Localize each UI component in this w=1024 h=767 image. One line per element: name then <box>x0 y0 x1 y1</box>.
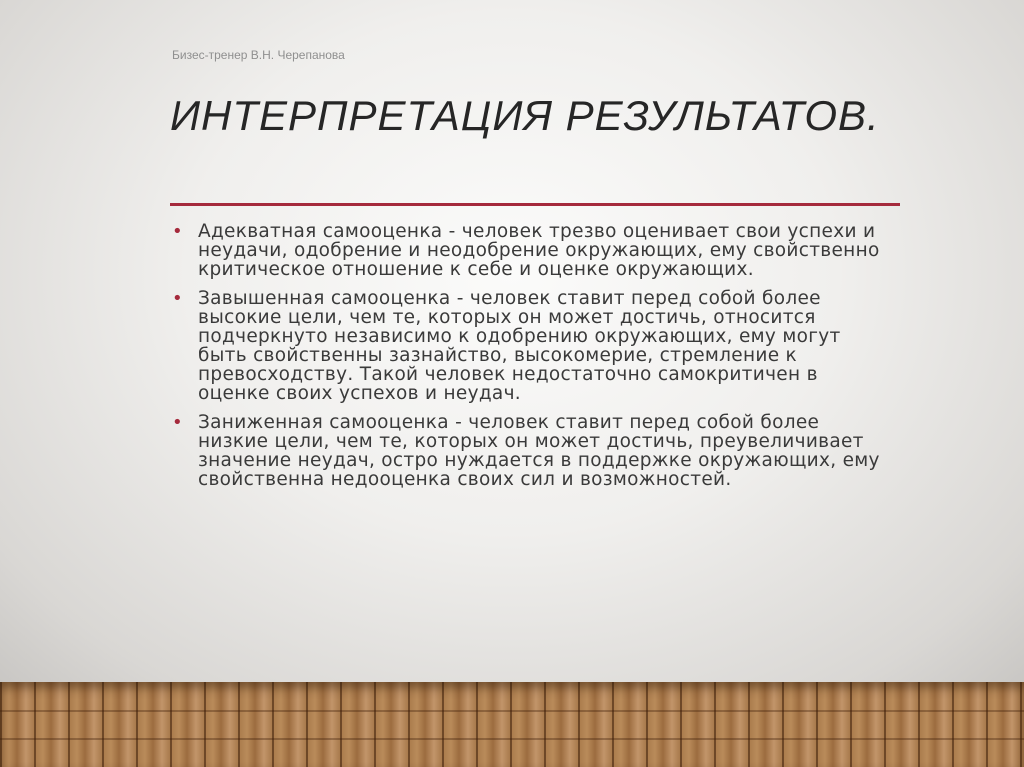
bullet-dot-icon: • <box>172 221 183 242</box>
slide-title: ИНТЕРПРЕТАЦИЯ РЕЗУЛЬТАТОВ. <box>170 92 880 139</box>
bullet-adequate <box>172 222 882 279</box>
bullet-text: Завышенная самооценка - человек ставит перед собой более высокие цели, чем те, которых он может достичь, относится подчеркнуто независимо к одобрению окружающих, ему могут быть свойственны зазнайство, высокомерие, стремление к превосходству. Такой человек недостаточно самокритичен в оценке своих успехов и неудач. <box>198 288 841 404</box>
author-caption: Бизес-тренер В.Н. Черепанова <box>172 48 345 62</box>
bullet-text: Заниженная самооценка - человек ставит перед собой более низкие цели, чем те, которых он может достичь, преувеличивает значение неудач, остро нуждается в поддержке окружающих, ему свойственна недооценка своих сил и возможностей. <box>198 412 880 490</box>
bullet-text: Адекватная самооценка - человек трезво оценивает свои успехи и неудачи, одобрение и неодобрение окружающих, ему свойственно критическое отношение к себе и оценке окружающих. <box>198 221 880 280</box>
bullet-dot-icon: • <box>172 288 183 309</box>
wooden-floor <box>0 682 1024 767</box>
bullet-low <box>172 413 882 489</box>
bullet-dot-icon: • <box>172 412 183 433</box>
title-divider <box>170 203 900 206</box>
bullet-list <box>172 222 882 499</box>
bullet-inflated <box>172 289 882 403</box>
